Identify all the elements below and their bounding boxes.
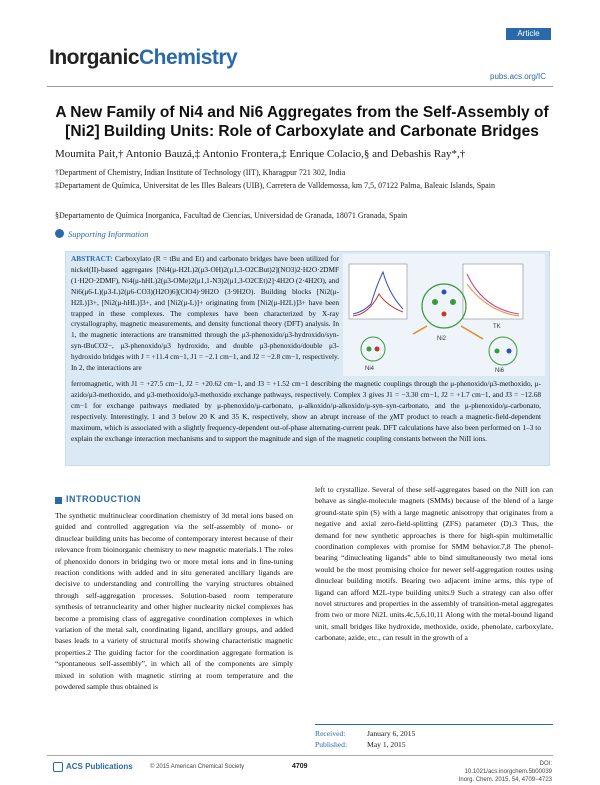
supporting-info-icon[interactable]: [55, 229, 64, 238]
toc-arrow-left: [413, 326, 427, 334]
toc-ni-atom-1: [432, 299, 438, 305]
toc-graphic: [343, 254, 545, 376]
footer-divider: [47, 755, 553, 756]
acs-logo-icon: [53, 762, 63, 772]
abstract-text-narrow: [71, 254, 339, 374]
toc-label-ni2: Ni2: [437, 336, 447, 342]
published-date: May 1, 2015: [367, 740, 406, 749]
doi-citation[interactable]: [452, 760, 552, 784]
paper-title-line1: A New Family of Ni4 and Ni6 Aggregates from the Self-Assembly of: [55, 104, 549, 121]
affiliation-2: ‡Departament de Química, Universitat de les Illes Balears (UIB), Carretera de Valldemossa, km 7,5, 07122 Palma, Baleaic Islands, Spain: [55, 181, 495, 190]
author-list: Moumita Pait,† Antonio Bauzá,‡ Antonio Frontera,‡ Enrique Colacio,§ and Debashis Ray*,†: [55, 148, 466, 160]
toc-molecule: [422, 284, 466, 328]
section-heading-introduction: INTRODUCTION: [66, 494, 141, 504]
citation-text: Inorg. Chem. 2015, 54, 4709−4723: [458, 777, 552, 783]
toc-axis-label: TK: [493, 324, 501, 330]
received-row: [315, 728, 415, 739]
toc-aggregate-right-ring: [489, 337, 517, 365]
journal-url-link[interactable]: pubs.acs.org/IC: [490, 72, 547, 81]
abstract-text-wide: ferromagnetic, with J1 = +27.5 cm−1, J2 = +20.62 cm−1, and J3 = +1.52 cm−1 describing the magnetic couplings through the μ-phenoxido/μ3-methoxido, μ-azido/μ3-methoxido, and μ3-methoxido/μ3-methoxido exchange pathways, respectively. Complex 3 gives J1 = −3.30 cm−1, J2 = +1.7 cm−1, and J3 = −12.68 cm−1 for exchange pathways mediated by μ-phenoxido/μ-carbonato, μ-alkoxido/μ-alkoxido/μ-syn–syn-carbonato, and the μ-phenoxido/μ-carbonato, respectively. Interestingly, 1 and 3 below 20 K and 35 K, respectively, show an abrupt increase of the χMT product to reach a magnetic-field-dependent maximum, which is associated with a slightly frequency-dependent out-of-phase alternating-current peak. DFT calculations have also been performed on 1–3 to explain the exchange interaction mechanisms and to support the magnitude and sign of the magnetic coupling constants between the NiII ions.: [71, 379, 541, 443]
toc-aggregate-left-atom-1: [367, 347, 372, 352]
journal-logo-word2: Chemistry: [139, 46, 238, 69]
paper-title-line2: [Ni2] Building Units: Role of Carboxylate and Carbonate Bridges: [65, 123, 539, 140]
copyright-notice: © 2015 American Chemical Society: [150, 764, 245, 770]
toc-plot-frame-2: [463, 264, 523, 319]
page-number: 4709: [292, 763, 308, 770]
toc-ni-atom-2: [450, 299, 456, 305]
doi-link[interactable]: DOI: 10.1021/acs.inorgchem.5b00039: [464, 761, 552, 775]
abstract-label: ABSTRACT:: [71, 254, 113, 263]
supporting-info-link[interactable]: Supporting Information: [68, 229, 149, 239]
toc-n-atom: [442, 290, 447, 295]
affiliation-1: †Department of Chemistry, Indian Institute of Technology (IIT), Kharagpur 721 302, India: [55, 168, 346, 177]
affiliation-3: §Departamento de Química Inorganica, Facultad de Ciencias, Universidad de Granada, 18071 Granada, Spain: [55, 211, 408, 220]
publisher-name: ACS Publications: [66, 762, 133, 771]
publication-dates: [315, 728, 415, 750]
dates-divider: [315, 724, 553, 725]
toc-aggregate-right-atom-2: [507, 349, 512, 354]
toc-aggregate-left-ring: [361, 337, 385, 361]
journal-logo-word1: Inorganic: [49, 46, 140, 69]
abstract-body-narrow: Carboxylato (R = tBu and Et) and carbonato bridges have been utilized for nickel(II)-based aggregates [Ni4(μ-H2L)2(μ3-OH)2(μ1,3-O2CBut)2](NO3)2·H2O·2DMF (1·H2O·2DMF), Ni4(μ-hHL)2(μ3-OMe)2(μ1,1-N3)2(μ1,3-O2CEt)2]·4H2O (2·4H2O), and Ni6(μ6-L)(μ3-L)2(μ6-CO3)(H2O)6](ClO4)·9H2O (3·9H2O). Building blocks [Ni2(μ-H2L)]3+, [Ni2(μ-hHL)]3+, and [Ni2(μ-L)]+ originating from [Ni2(μ-H2L)]3+ have been trapped in these complexes. The complexes have been characterized by X-ray crystallography, magnetic measurements, and density functional theory (DFT) analysis. In 1, the magnetic interactions are transmitted through the μ3-phenoxido/μ3-hydroxido/syn-syn-tBuCO2−, μ3-phenoxido/μ3 hydroxido, and double μ3-phenoxido/double μ3-hydroxido bridges with J = +11.4 cm−1, J1 = −2.1 cm−1, and J2 = −2.8 cm−1, respectively. In 2, the interactions are: [71, 254, 340, 373]
intro-column-left: The synthetic multinuclear coordination chemistry of 3d metal ions based on guided and controlled aggregation via the self-assembly of mono- or dinuclear building units has become of contemporary interest because of their relevance from bioinorganic chemistry to new magnetic materials.1 The roles of phenoxido donors in bridging two or more metal ions and in fine-tuning reaction conditions with added and in situ generated ancillary ligands are decisive to understanding and controlling the varying structures obtained through self-aggregation processes. Solution-based room temperature synthesis of tetranuclearity and other higher nuclearity nickel complexes has become a promising class of aggregative coordination complexes in which variation of the metal salt, coordinating ligand, ancillary groups, and added bases leads to a variety of structural motifs showing characteristic magnetic properties.2 The guiding factor for the coordination aggregate formation is “spontaneous self-assembly”, in which all of the components are simply mixed in solution with magnetic stirring at room temperature and the powdered sample thus obtained is: [55, 511, 293, 692]
received-label: Received:: [315, 729, 346, 738]
published-label: Published:: [315, 740, 348, 749]
toc-aggregate-left: [361, 337, 385, 361]
paper-title: [47, 103, 557, 141]
toc-aggregate-left-atom-2: [375, 347, 380, 352]
toc-graphic-svg: [343, 254, 545, 376]
toc-arrow-right: [461, 326, 483, 339]
toc-o-atom: [442, 312, 447, 317]
journal-logo: [49, 46, 237, 70]
toc-aggregate-right-atom-1: [495, 349, 500, 354]
intro-column-right: left to crystallize. Several of these self-aggregates based on the NiII ion can behave as single-molecule magnets (SMMs) because of the blend of a large ground-state spin (S) with a large magnetic anisotropy that originates from a negative and axial zero-field-splitting (ZFS) parameter (D).3 Thus, the demand for new synthetic approaches is there for high-spin multimetallic coordination complexes with promise for SMM behavior.7,8 The phenol-bearing “dinucleating ligands” able to bind simultaneously two metal ions would be the most promising choice for newer self-aggregation routes using dinuclear building motifs. Bearing two adjacent imine arms, this type of ligand can afford M2L-type building units.9 Such a strategy can also offer novel structures and properties in the assembly of transition-metal aggregates from two or more Ni2L units.4c,5,6,10,11 Along with the metal-bound ligand unit, small bridges like hydroxide, methoxide, oxide, phenolate, carboxylate, carbonate, azide, etc., can result in the growth of a: [315, 485, 553, 643]
received-date: January 6, 2015: [367, 729, 416, 738]
toc-plot-frame-1: [349, 264, 407, 319]
article-type-badge: Article: [506, 28, 551, 40]
section-marker-icon: [55, 497, 62, 504]
header-divider: [47, 86, 553, 87]
published-row: [315, 739, 415, 750]
toc-label-ni6: Ni6: [495, 368, 505, 374]
toc-aggregate-right: [489, 337, 517, 365]
toc-label-ni4: Ni4: [365, 366, 375, 372]
